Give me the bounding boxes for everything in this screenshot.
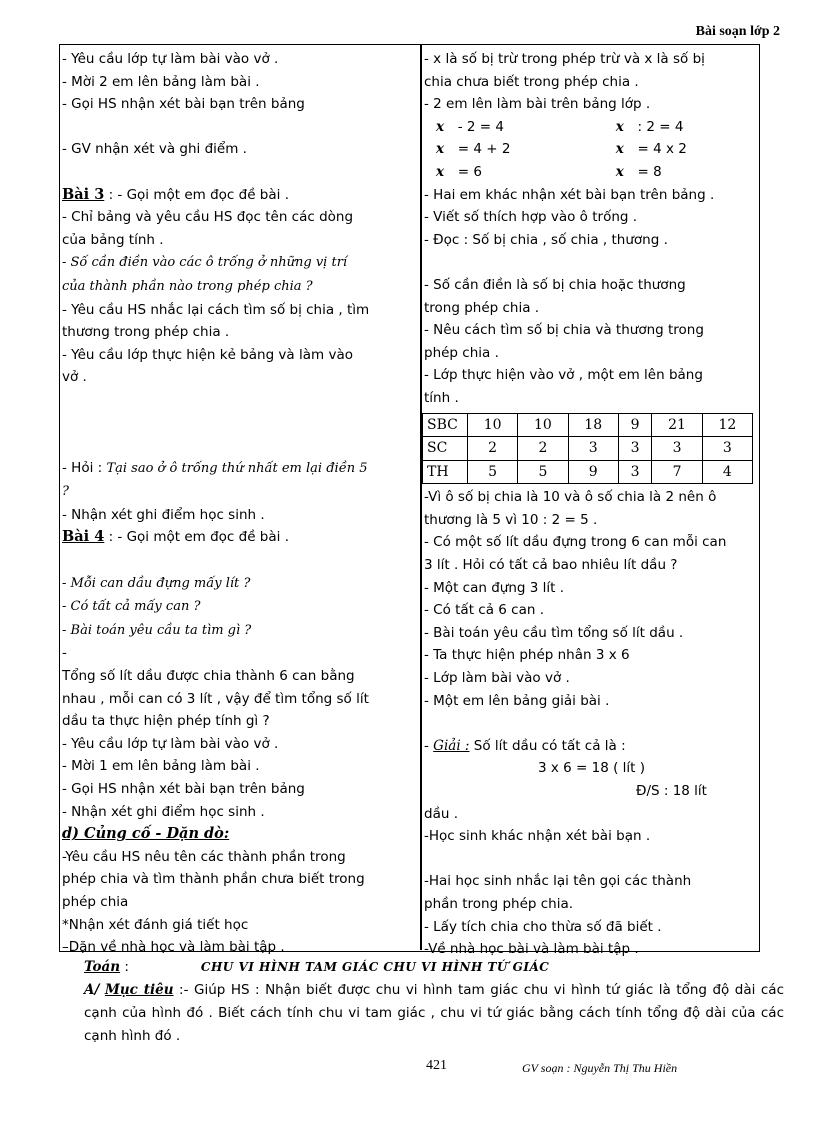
solution-answer: Đ/S : 18 lít: [636, 783, 707, 799]
text-line: dầu ta thực hiện phép tính gì ?: [62, 713, 270, 730]
line-text: : - Gọi một em đọc đề bài .: [104, 186, 289, 203]
row-header: SC: [423, 437, 468, 461]
table-cell: 2: [468, 437, 518, 461]
variable-x: x: [615, 163, 624, 180]
text-line: -Về nhà học bài và làm bài tập .: [424, 941, 639, 958]
table-row: [423, 437, 753, 461]
text-line: [62, 275, 416, 299]
text-line: [62, 457, 416, 481]
table-cell: 2: [518, 437, 568, 461]
italic-text: - Bài toán yêu cầu ta tìm gì ?: [62, 622, 252, 638]
objective-prefix: A/: [84, 982, 100, 998]
text-line: - Lớp thực hiện vào vở , một em lên bảng: [424, 367, 703, 384]
text-line: - Gọi HS nhận xét bài bạn trên bảng: [62, 96, 305, 113]
variable-x: x: [615, 118, 624, 135]
right-bottom-lines: [424, 486, 756, 735]
text-line: [62, 184, 416, 207]
text-line: - Yêu cầu lớp tự làm bài vào vở .: [62, 735, 279, 752]
text-line: - Yêu cầu lớp tự làm bài vào vở .: [62, 51, 279, 67]
table-row: [423, 460, 753, 484]
variable-x: x: [615, 141, 624, 158]
text-line: -Hai học sinh nhắc lại tên gọi các thành: [424, 873, 692, 890]
text-line: [62, 526, 416, 549]
text-line: - Mời 1 em lên bảng làm bài .: [62, 758, 260, 775]
italic-text: - Có tất cả mấy can ?: [62, 599, 201, 615]
page-number: 421: [426, 1058, 447, 1073]
text-line: phép chia và tìm thành phần chưa biết trong: [62, 871, 365, 888]
table-cell: 3: [568, 437, 618, 461]
text-line: - Nhận xét ghi điểm học sinh .: [62, 506, 265, 523]
text-line: - x là số bị trừ trong phép trừ và x là số bị: [424, 51, 705, 67]
equation-row: [424, 161, 756, 184]
text-line: - Số cần điền là số bị chia hoặc thương: [424, 276, 686, 293]
text-line: của bảng tính .: [62, 231, 164, 248]
text-line: [424, 251, 756, 274]
table-cell: 21: [652, 413, 702, 437]
student-activities-column: [424, 48, 756, 961]
text-line: chia chưa biết trong phép chia .: [424, 73, 639, 90]
text-line: - Mời 2 em lên bảng làm bài .: [62, 73, 260, 90]
right-top-lines: [424, 48, 756, 116]
text-line: [62, 572, 416, 596]
equation-row: [424, 116, 756, 139]
subject-label: Toán: [84, 959, 121, 975]
text-line: [424, 712, 756, 735]
text-line: [62, 434, 416, 457]
table-cell: 10: [468, 413, 518, 437]
solution-tail: dầu .: [424, 805, 458, 822]
text-line: [62, 595, 416, 619]
text-line: - GV nhận xét và ghi điểm .: [62, 141, 247, 158]
text-line: - Một can đựng 3 lít .: [424, 579, 564, 596]
italic-text: ?: [62, 484, 69, 500]
right-end-lines: [424, 825, 756, 961]
italic-text: Tại sao ở ô trống thứ nhất em lại điền 5: [106, 460, 368, 476]
table-cell: 10: [518, 413, 568, 437]
text-line: - 2 em lên làm bài trên bảng lớp .: [424, 96, 651, 113]
lesson-title: CHU VI HÌNH TAM GIÁC CHU VI HÌNH TỨ GIÁC: [200, 960, 550, 974]
next-lesson: [84, 956, 784, 1048]
text-line: [62, 251, 416, 275]
text-line: - Ta thực hiện phép nhân 3 x 6: [424, 647, 630, 664]
variable-x: x: [436, 118, 445, 135]
text-line: - Đọc : Số bị chia , số chia , thương .: [424, 231, 668, 248]
text-line: - Chỉ bảng và yêu cầu HS đọc tên các dòng: [62, 209, 354, 226]
text-line: 3 lít . Hỏi có tất cả bao nhiêu lít dầu ?: [424, 557, 678, 574]
objective-label: Mục tiêu: [104, 982, 174, 998]
equation-row: [424, 138, 756, 161]
text-line: [62, 116, 416, 139]
table-cell: 5: [518, 460, 568, 484]
exercise-heading: Bài 3: [62, 185, 105, 203]
equation-expression: : 2 = 4: [637, 118, 684, 135]
equation-expression: = 6: [457, 163, 482, 180]
text-line: - Một em lên bảng giải bài .: [424, 692, 610, 709]
text-line: [424, 848, 756, 871]
text-line: thương trong phép chia .: [62, 324, 230, 341]
text-line: *Nhận xét đánh giá tiết học: [62, 916, 249, 933]
text-line: nhau , mỗi can có 3 lít , vậy để tìm tổng số lít: [62, 690, 369, 707]
text-line: - Lấy tích chia cho thừa số đã biết .: [424, 918, 662, 935]
table-row: [423, 413, 753, 437]
table-cell: 3: [652, 437, 702, 461]
column-divider: [420, 44, 422, 950]
text-line: - Có tất cả 6 can .: [424, 602, 544, 619]
solution-calc: 3 x 6 = 18 ( lít ): [538, 760, 646, 777]
table-cell: 9: [568, 460, 618, 484]
solution-line: - Giải : Số lít dầu có tất cả là :: [424, 737, 626, 754]
text-line: -Vì ô số bị chia là 10 và ô số chia là 2 nên ô: [424, 489, 717, 506]
text-line: - Yêu cầu lớp thực hiện kẻ bảng và làm vào: [62, 346, 353, 363]
text-line: phép chia .: [424, 344, 499, 361]
text-line: Tổng số lít dầu được chia thành 6 can bằng: [62, 668, 355, 685]
text-line: trong phép chia .: [424, 299, 540, 316]
equation-expression: = 8: [637, 163, 662, 180]
text-line: -: [62, 645, 67, 662]
text-line: [62, 412, 416, 435]
right-mid-lines: [424, 184, 756, 410]
text-line: - Lớp làm bài vào vở .: [424, 670, 570, 687]
text-line: phép chia: [62, 893, 129, 910]
division-table: [422, 413, 753, 485]
text-line: - Bài toán yêu cầu tìm tổng số lít dầu .: [424, 624, 684, 641]
text-line: [62, 161, 416, 184]
line-text: : - Gọi một em đọc đề bài .: [104, 529, 289, 546]
table-cell: 18: [568, 413, 618, 437]
text-line: - Có một số lít dầu đựng trong 6 can mỗi can: [424, 534, 727, 551]
table-cell: 5: [468, 460, 518, 484]
italic-text: của thành phần nào trong phép chia ?: [62, 278, 313, 294]
subject-colon: :: [120, 959, 129, 975]
text-line: [62, 480, 416, 504]
lesson-title-line: [84, 956, 784, 979]
equation-expression: = 4 x 2: [637, 141, 687, 158]
section-heading: d) Củng cố - Dặn dò:: [62, 825, 230, 843]
text-line: vở .: [62, 369, 87, 386]
italic-text: - Mỗi can dầu đựng mấy lít ?: [62, 575, 251, 591]
table-cell: 3: [618, 437, 652, 461]
italic-text: - Số cần điền vào các ô trống ở những vị trí: [62, 255, 348, 271]
exercise-heading: Bài 4: [62, 528, 105, 546]
text-line: -Học sinh khác nhận xét bài bạn .: [424, 828, 651, 845]
author-credit: GV soạn : Nguyễn Thị Thu Hiền: [522, 1061, 678, 1075]
text-line: - Viết số thích hợp vào ô trống .: [424, 209, 638, 226]
objective-text: :- Giúp HS : Nhận biết được chu vi hình tam giác chu vi hình tứ giác là tổng độ dài các cạnh của hình đó . Biết cách tính chu vi tam giác , chu vi tứ giác bằng cách tính tổng độ dài của các cạnh hình đó .: [84, 982, 784, 1044]
objective-paragraph: [84, 979, 784, 1048]
equations-block: [424, 116, 756, 184]
text-line: phần trong phép chia.: [424, 895, 574, 912]
table-cell: 9: [618, 413, 652, 437]
equation-expression: = 4 + 2: [457, 141, 511, 158]
text-line: [62, 823, 416, 846]
text-line: [62, 389, 416, 412]
text-line: - Yêu cầu HS nhắc lại cách tìm số bị chia , tìm: [62, 301, 370, 318]
row-header: TH: [423, 460, 468, 484]
text-line: - Nêu cách tìm số bị chia và thương trong: [424, 322, 704, 339]
variable-x: x: [436, 163, 445, 180]
solution-text: Số lít dầu có tất cả là :: [469, 737, 626, 754]
text-line: tính .: [424, 389, 459, 406]
text-line: –Dặn về nhà học và làm bài tập .: [62, 939, 285, 956]
text-line: thương là 5 vì 10 : 2 = 5 .: [424, 511, 598, 528]
text-line: - Hai em khác nhận xét bài bạn trên bảng .: [424, 186, 715, 203]
teacher-activities-column: [62, 48, 416, 959]
equation-expression: - 2 = 4: [457, 118, 504, 135]
text-line: -Yêu cầu HS nêu tên các thành phần trong: [62, 848, 346, 865]
text-line: - Gọi HS nhận xét bài bạn trên bảng: [62, 781, 305, 797]
table-cell: 12: [702, 413, 752, 437]
text-line: [62, 549, 416, 572]
table-cell: 7: [652, 460, 702, 484]
table-cell: 3: [702, 437, 752, 461]
table-cell: 3: [618, 460, 652, 484]
solution-label: Giải :: [433, 737, 470, 754]
text-line: [62, 619, 416, 643]
row-header: SBC: [423, 413, 468, 437]
page-header: Bài soạn lớp 2: [695, 24, 780, 39]
text-line: - Nhận xét ghi điểm học sinh .: [62, 803, 265, 820]
line-text: - Hỏi :: [62, 459, 107, 476]
variable-x: x: [436, 141, 445, 158]
table-cell: 4: [702, 460, 752, 484]
